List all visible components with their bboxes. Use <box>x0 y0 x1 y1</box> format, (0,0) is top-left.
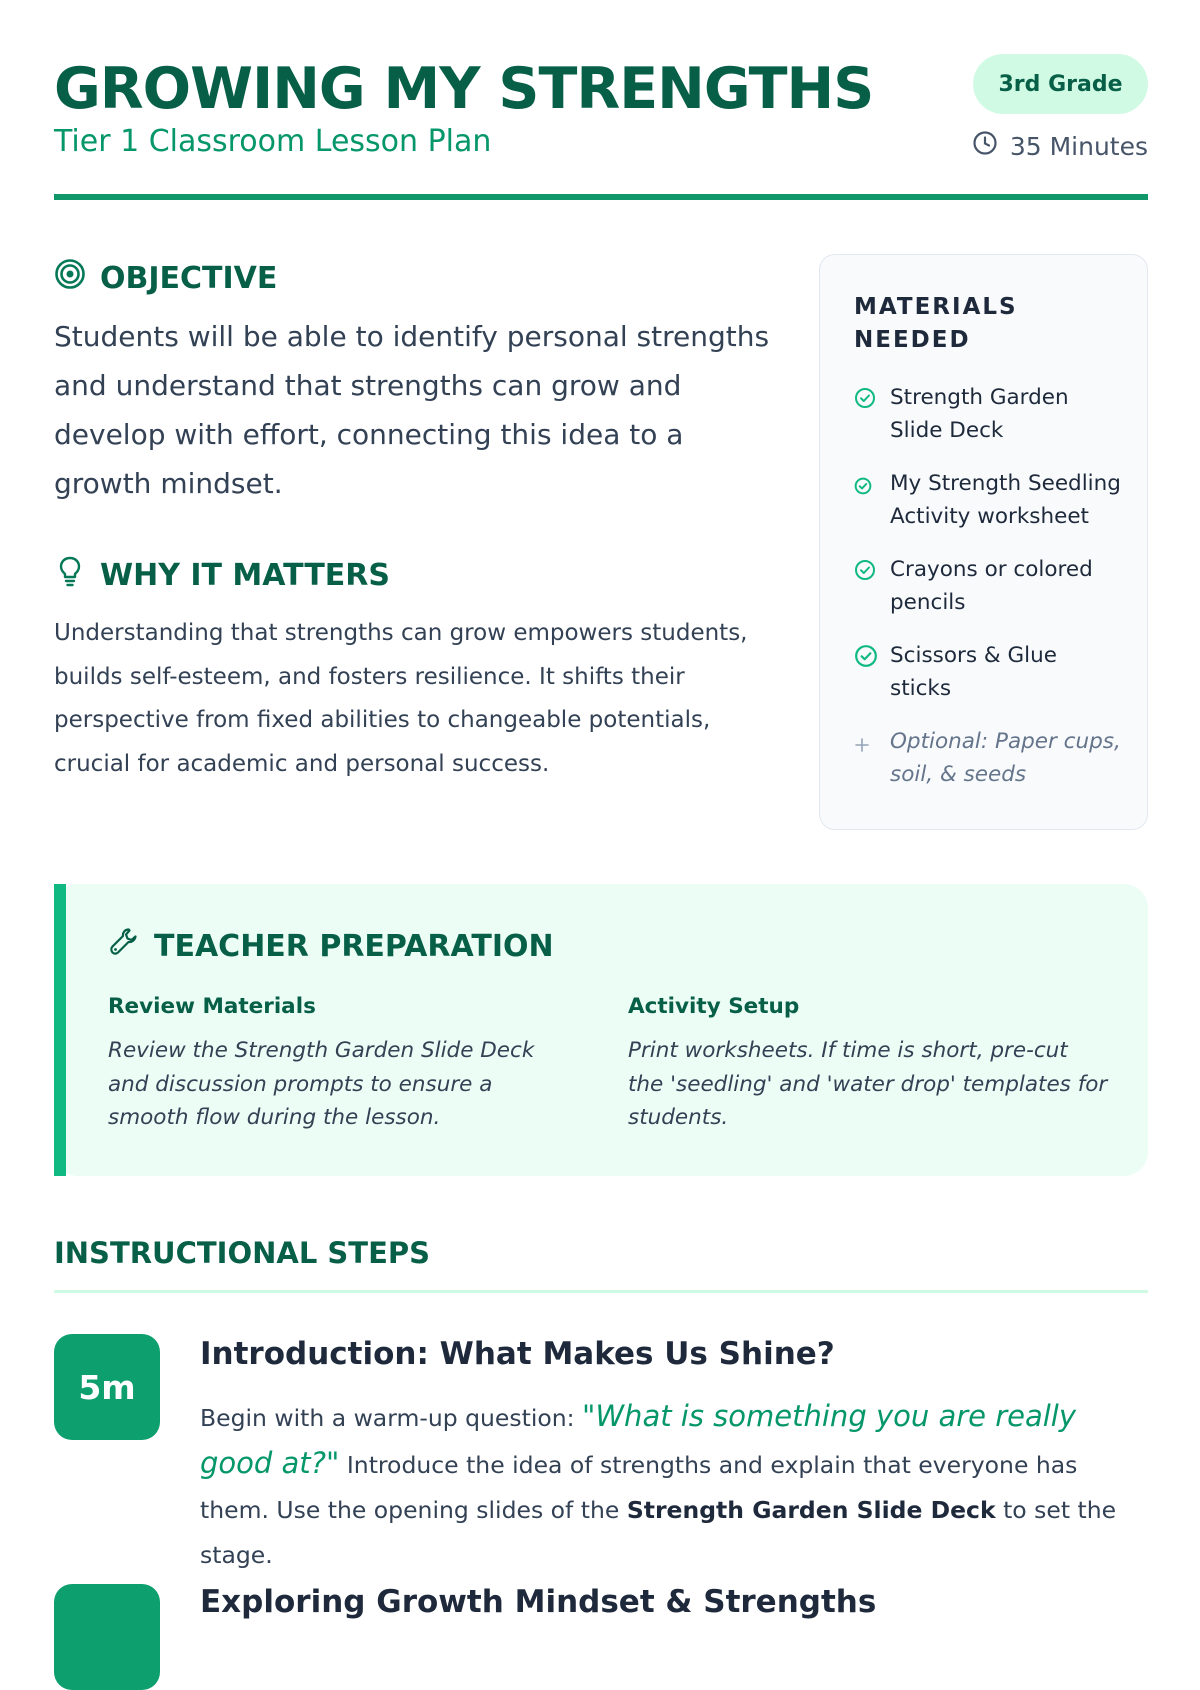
lesson-plan-page <box>54 0 1148 1620</box>
step-text: Introduce the idea of strengths and explain that everyone has them. Use the opening slides of the <box>200 1451 1078 1524</box>
check-circle-icon <box>854 381 878 447</box>
step-text-end: to set the stage. <box>200 1496 1117 1569</box>
materials-item-label: Crayons or colored pencils <box>890 557 1093 615</box>
plus-icon <box>854 725 878 791</box>
step-time-badge: 5m <box>54 1334 160 1440</box>
why-heading-label: WHY IT MATTERS <box>100 557 390 593</box>
materials-item <box>854 553 1114 619</box>
objective-text: Students will be able to identify personal strengths and understand that strengths can grow and develop with effort, connecting this idea to a growth mindset. <box>54 320 770 500</box>
step-title: Introduction: What Makes Us Shine? <box>200 1336 835 1372</box>
materials-item-label: Scissors & Glue sticks <box>890 643 1057 701</box>
prep-setup-text: Print worksheets. If time is short, pre-cut the 'seedling' and 'water drop' templates for students. <box>628 1038 1108 1130</box>
header <box>54 52 1148 200</box>
page-title: GROWING MY STRENGTHS <box>54 56 874 122</box>
target-icon <box>54 258 86 298</box>
objective-heading <box>54 258 277 298</box>
materials-item <box>854 639 1074 705</box>
teacher-preparation-panel <box>54 884 1148 1176</box>
why-text: Understanding that strengths can grow empowers students, builds self-esteem, and fosters resilience. It shifts their perspective from fixed abilities to changeable potentials, crucial for academic and personal success. <box>54 620 748 777</box>
steps-heading: INSTRUCTIONAL STEPS <box>54 1236 431 1270</box>
step-body <box>200 1394 1148 1578</box>
prep-review-title: Review Materials <box>108 994 316 1019</box>
step-intro: Begin with a warm-up question: <box>200 1404 575 1432</box>
duration <box>972 130 1148 162</box>
prep-heading <box>108 926 554 966</box>
prep-setup-title: Activity Setup <box>628 994 800 1019</box>
prep-accent-bar <box>54 884 66 1176</box>
lightbulb-icon <box>54 554 86 596</box>
step-quote: "What is something you are really good at?" <box>200 1399 1077 1480</box>
materials-item <box>854 467 1124 533</box>
clock-icon <box>972 130 998 162</box>
materials-item-label: My Strength Seedling Activity worksheet <box>890 471 1121 529</box>
grade-badge: 3rd Grade <box>973 54 1148 114</box>
wrench-icon <box>108 926 140 966</box>
materials-title: MATERIALS NEEDED <box>854 294 1018 353</box>
check-circle-icon <box>854 639 878 705</box>
materials-optional-item <box>854 725 1129 791</box>
check-circle-icon <box>854 553 878 619</box>
step-emphasis: Strength Garden Slide Deck <box>626 1496 996 1524</box>
step-title: Exploring Growth Mindset & Strengths <box>200 1584 877 1620</box>
duration-label: 35 Minutes <box>1009 131 1148 161</box>
objective-heading-label: OBJECTIVE <box>100 260 278 296</box>
check-circle-icon <box>854 467 878 533</box>
step-time-badge <box>54 1584 160 1690</box>
materials-optional-label: Optional: Paper cups, soil, & seeds <box>890 729 1121 787</box>
page-subtitle: Tier 1 Classroom Lesson Plan <box>54 124 492 159</box>
materials-card <box>819 254 1148 830</box>
steps-divider <box>54 1290 1148 1293</box>
materials-item-label: Strength Garden Slide Deck <box>890 385 1069 443</box>
prep-review-text: Review the Strength Garden Slide Deck and discussion prompts to ensure a smooth flow during the lesson. <box>108 1038 535 1130</box>
header-divider <box>54 194 1148 200</box>
prep-heading-label: TEACHER PREPARATION <box>154 928 554 964</box>
materials-item <box>854 381 1094 447</box>
why-heading <box>54 554 390 596</box>
